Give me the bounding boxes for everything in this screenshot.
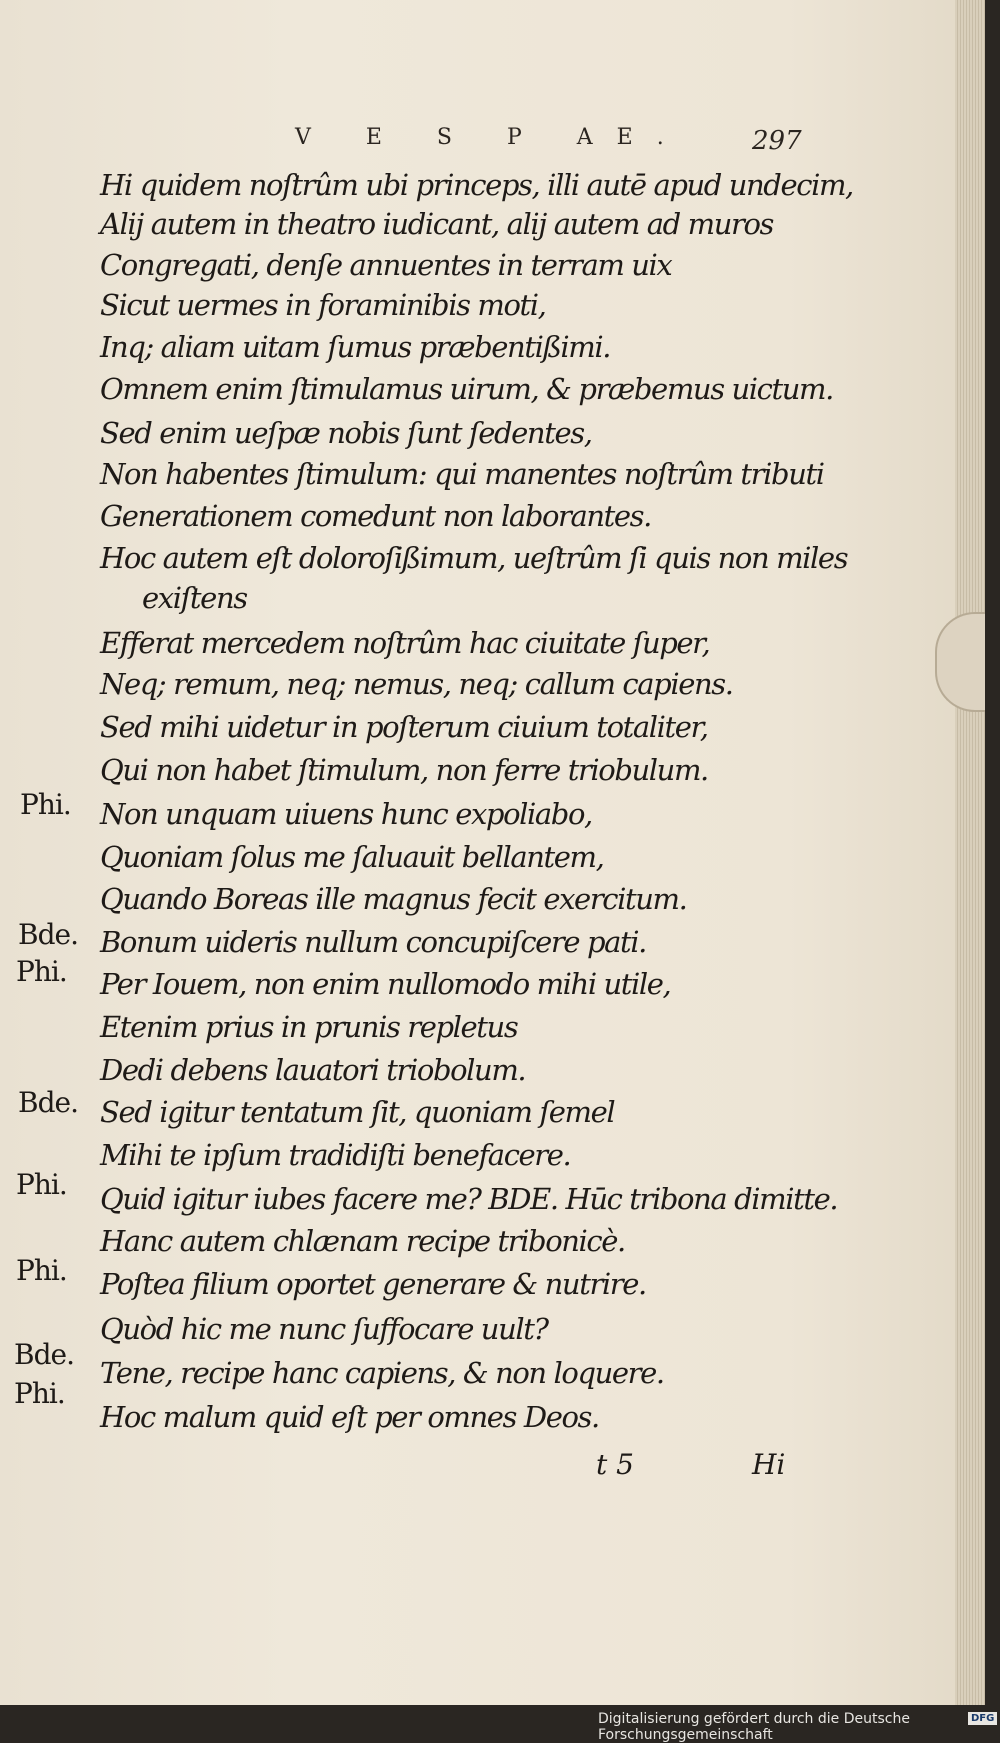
text-line: Non unquam uiuens hunc expoliabo, [100,797,592,831]
text-line: Hoc malum quid eſt per omnes Deos. [100,1400,599,1434]
speaker-label: Bde. [14,1338,74,1371]
text-line: Sicut uermes in foraminibis moti, [100,288,546,322]
running-head: V E S P AE. [295,125,688,150]
signature-mark: t 5 [596,1448,634,1481]
text-line: Quoniam ſolus me ſaluauit bellantem, [100,840,604,874]
dfg-logo: DFG [968,1712,997,1725]
text-line: Per Iouem, non enim nullomodo mihi utile, [100,967,671,1001]
text-line: Qui non habet ſtimulum, non ferre triobulum. [100,753,708,787]
text-line: Bonum uideris nullum concupiſcere pati. [100,925,646,959]
speaker-label: Phi. [16,955,67,988]
text-line: Congregati, denſe annuentes in terram uix [100,248,672,282]
text-line: Hoc autem eſt doloroſißimum, ueſtrûm ſi quis non miles [100,541,848,575]
text-line: Efferat mercedem noſtrûm hac ciuitate ſuper, [100,626,710,660]
text-line: Inq; aliam uitam ſumus præbentißimi. [100,330,611,364]
catchword: Hi [752,1448,786,1481]
text-line: Sed enim ueſpæ nobis ſunt ſedentes, [100,416,592,450]
text-line: Etenim prius in prunis repletus [100,1010,518,1044]
text-line: Alij autem in theatro iudicant, alij autem ad muros [100,207,774,241]
text-line: Mihi te ipſum tradidiſti benefacere. [100,1138,571,1172]
text-line: Hi quidem noſtrûm ubi princeps, illi autē apud undecim, [100,168,853,202]
text-line: Poſtea filium oportet generare & nutrire. [100,1267,646,1301]
text-line: Sed igitur tentatum ſit, quoniam ſemel [100,1095,615,1129]
speaker-label: Phi. [16,1254,67,1287]
speaker-label: Phi. [16,1168,67,1201]
text-line: Quòd hic me nunc ſuffocare uult? [100,1312,548,1346]
text-line: Sed mihi uidetur in poſterum ciuium totaliter, [100,710,708,744]
page-number: 297 [752,126,802,156]
page-edges [955,0,985,1705]
text-line: Quando Boreas ille magnus fecit exercitum. [100,882,687,916]
text-line: Quid igitur iubes facere me? BDE. Hūc tribona dimitte. [100,1182,838,1216]
text-line: Dedi debens lauatori triobolum. [100,1053,526,1087]
text-line: Hanc autem chlænam recipe tribonicè. [100,1224,625,1258]
text-line: Omnem enim ſtimulamus uirum, & præbemus uictum. [100,372,833,406]
text-line: Tene, recipe hanc capiens, & non loquere. [100,1356,664,1390]
text-line: Non habentes ſtimulum: qui manentes noſtrûm tributi [100,457,824,491]
speaker-label: Phi. [14,1377,65,1410]
text-line: Generationem comedunt non laborantes. [100,499,651,533]
speaker-label: Phi. [20,788,71,821]
speaker-label: Bde. [18,1086,78,1119]
digitization-credit: Digitalisierung gefördert durch die Deutsche Forschungsgemeinschaft [598,1711,910,1743]
speaker-label: Bde. [18,918,78,951]
text-line: exiſtens [142,581,247,615]
text-line: Neq; remum, neq; nemus, neq; callum capiens. [100,667,733,701]
